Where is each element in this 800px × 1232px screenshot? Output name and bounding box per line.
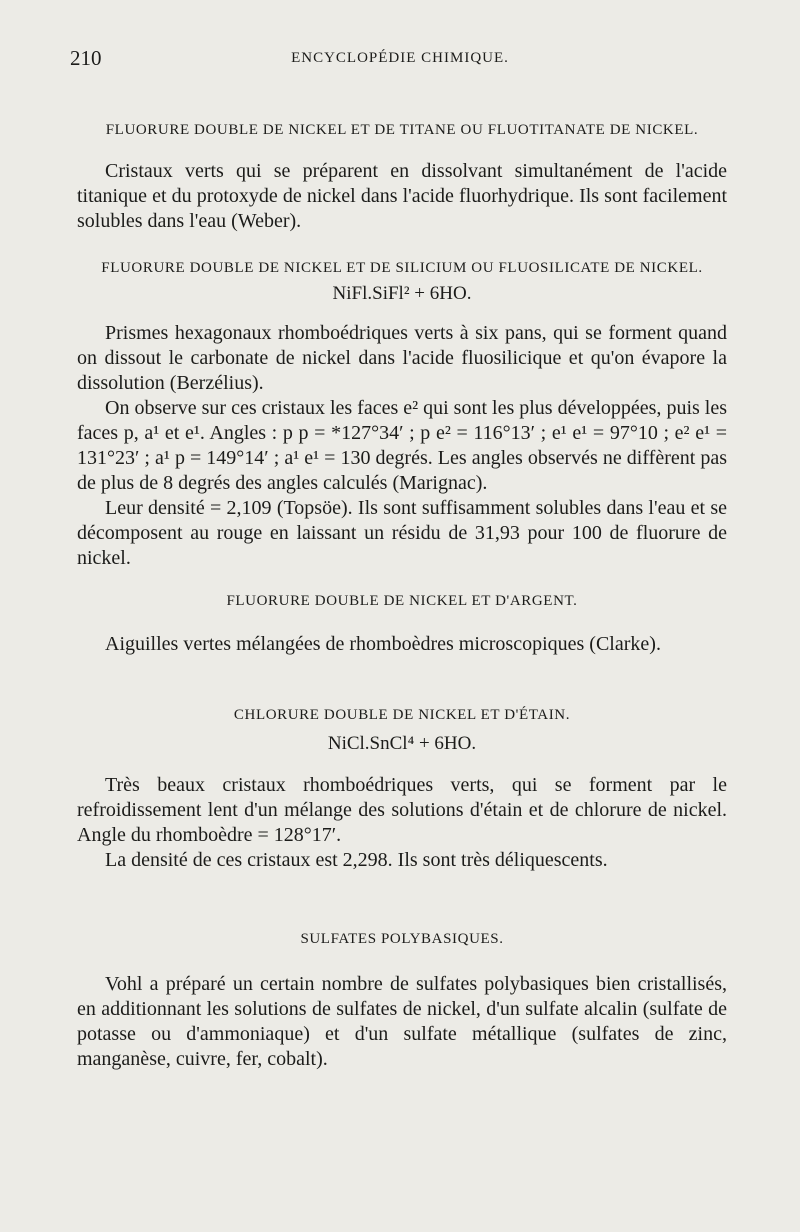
section-chlorure-etain <box>77 707 727 873</box>
paragraph: Leur densité = 2,109 (Topsöe). Ils sont suffisamment solubles dans l'eau et se décomposent au rouge en laissant un résidu de 31,93 pour 100 de fluorure de nickel. <box>77 497 727 569</box>
page-header <box>70 46 730 76</box>
running-title: ENCYCLOPÉDIE CHIMIQUE. <box>291 50 509 66</box>
section-fluorure-argent <box>77 593 727 657</box>
paragraph: Vohl a préparé un certain nombre de sulfates polybasiques bien cristallisés, en additionnant les solutions de sulfates de nickel, d'un sulfate alcalin (sulfate de potasse ou d'ammoniaque) et d'un sulfate métallique (sulfates de zinc, manganèse, cuivre, fer, cobalt). <box>77 973 727 1070</box>
section-fluosilicate <box>77 260 727 571</box>
section-fluotitanate <box>77 122 727 234</box>
paragraph: Aiguilles vertes mélangées de rhomboèdres microscopiques (Clarke). <box>105 633 661 655</box>
paragraph: Très beaux cristaux rhomboédriques verts, qui se forment par le refroidissement lent d'un mélange des solutions d'étain et de chlorure de nickel. Angle du rhomboèdre = 128°17′. <box>77 774 727 846</box>
paragraph: La densité de ces cristaux est 2,298. Ils sont très déliquescents. <box>105 849 608 871</box>
section-sulfates-polybasiques <box>77 931 727 1072</box>
paragraph: Cristaux verts qui se préparent en dissolvant simultanément de l'acide titanique et du protoxyde de nickel dans l'acide fluorhydrique. Ils sont facilement solubles dans l'eau (Weber). <box>77 160 727 232</box>
section-heading: SULFATES POLYBASIQUES. <box>300 931 504 947</box>
section-heading: FLUORURE DOUBLE DE NICKEL ET D'ARGENT. <box>226 593 578 609</box>
page-number: 210 <box>70 46 102 70</box>
chemical-formula: NiCl.SnCl⁴ + 6HO. <box>327 733 477 754</box>
paragraph: Prismes hexagonaux rhomboédriques verts à six pans, qui se forment quand on dissout le carbonate de nickel dans l'acide fluosilicique et qu'on évapore la dissolution (Berzélius). <box>77 322 727 394</box>
section-heading: FLUORURE DOUBLE DE NICKEL ET DE SILICIUM OU FLUOSILICATE DE NICKEL. <box>101 260 703 276</box>
page-body <box>77 116 727 1072</box>
chemical-formula: NiFl.SiFl² + 6HO. <box>332 283 472 304</box>
section-heading: CHLORURE DOUBLE DE NICKEL ET D'ÉTAIN. <box>233 707 571 723</box>
paragraph: On observe sur ces cristaux les faces e² qui sont les plus développées, puis les faces p, a¹ et e¹. Angles : p p = *127°34′ ; p e² = 116°13′ ; e¹ e¹ = 97°10 ; e² e¹ = 131°23′ ; a¹ p = 149°14′ ; a¹ e¹ = 130 degrés. Les angles observés ne diffèrent pas de plus de 8 degrés des angles calculés (Marignac). <box>77 397 727 494</box>
section-heading: FLUORURE DOUBLE DE NICKEL ET DE TITANE OU FLUOTITANATE DE NICKEL. <box>105 122 699 138</box>
